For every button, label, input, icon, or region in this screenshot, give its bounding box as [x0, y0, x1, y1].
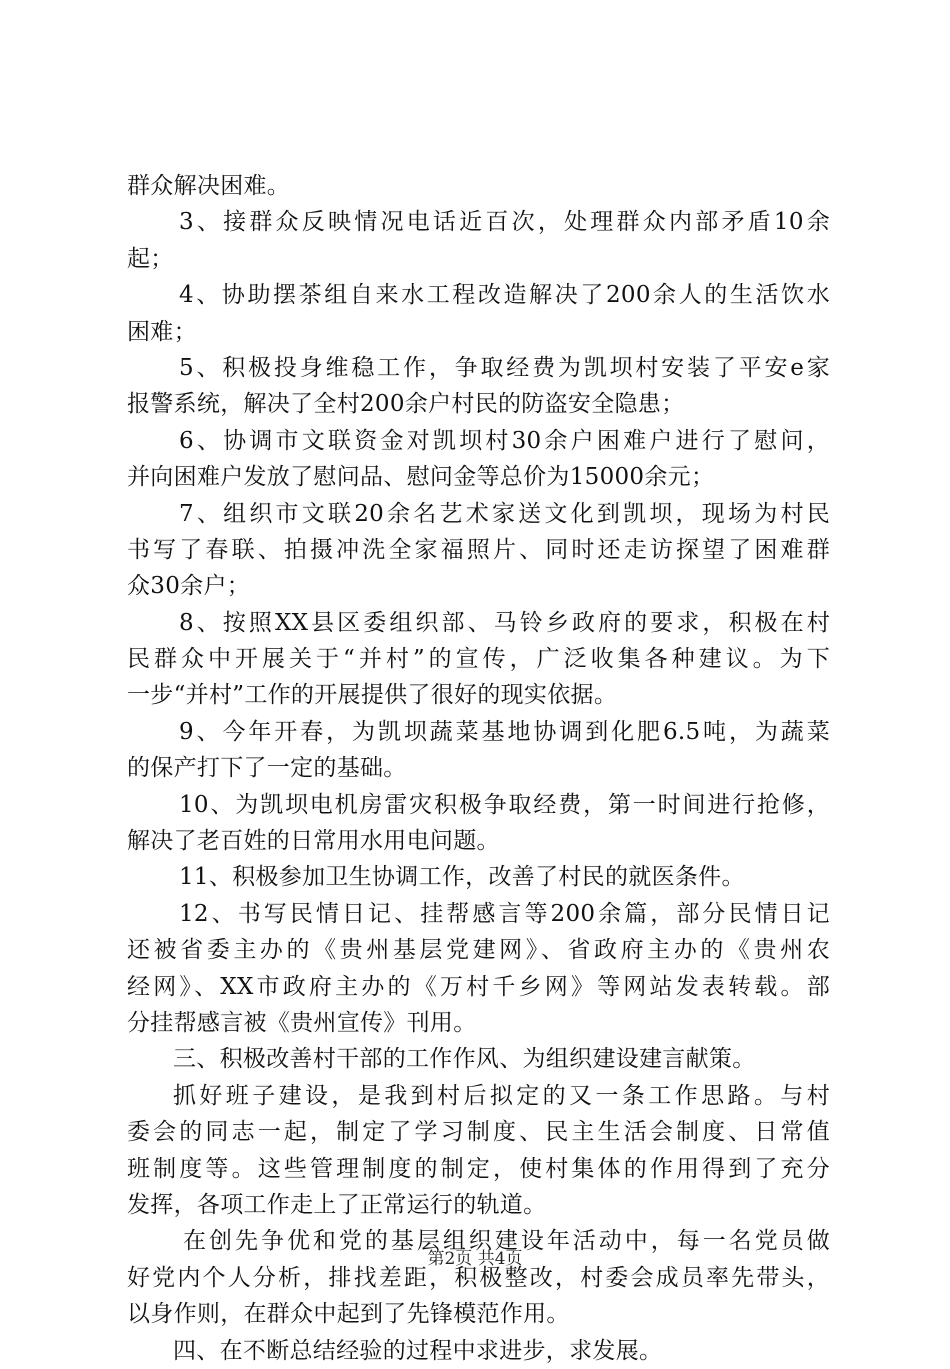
- text-line: 3、接群众反映情况电话近百次，处理群众内部矛盾10余: [179, 209, 830, 236]
- text-line: 一步“并村”工作的开展提供了很好的现实依据。: [127, 682, 618, 709]
- text-line: 众30余户；: [127, 573, 251, 600]
- text-line: 11、积极参加卫生协调工作，改善了村民的就医条件。: [179, 864, 745, 891]
- text-line: 民群众中开展关于“并村”的宣传，广泛收集各种建议。为下: [127, 646, 830, 673]
- text-line: 还被省委主办的《贵州基层党建网》、省政府主办的《贵州农: [127, 937, 830, 964]
- text-line: 5、积极投身维稳工作，争取经费为凯坝村安装了平安e家: [179, 354, 830, 381]
- text-line: 10、为凯坝电机房雷灾积极争取经费，第一时间进行抢修，: [179, 791, 830, 818]
- text-line: 班制度等。这些管理制度的制定，使村集体的作用得到了充分: [127, 1155, 830, 1182]
- text-line: 群众解决困难。: [127, 173, 291, 199]
- text-line: 以身作则，在群众中起到了先锋模范作用。: [127, 1301, 570, 1328]
- page-footer: 第2页 共4页: [427, 1249, 523, 1269]
- text-line: 9、今年开春，为凯坝蔬菜基地协调到化肥6.5吨，为蔬菜: [179, 718, 830, 745]
- text-line: 报警系统，解决了全村200余户村民的防盗安全隐患；: [127, 391, 685, 418]
- text-line: 分挂帮感言被《贵州宣传》刊用。: [127, 1009, 477, 1036]
- document-body: [127, 168, 830, 1369]
- text-line: 的保产打下了一定的基础。: [127, 755, 407, 782]
- text-line: 抓好班子建设，是我到村后拟定的又一条工作思路。与村: [173, 1082, 830, 1109]
- text-line: 4、协助摆茶组自来水工程改造解决了200余人的生活饮水: [179, 282, 830, 309]
- text-line: 解决了老百姓的日常用水用电问题。: [127, 828, 500, 855]
- text-line: 起；: [127, 245, 174, 272]
- text-line: 好党内个人分析，排找差距，积极整改，村委会成员率先带头，: [127, 1264, 830, 1291]
- text-line: 委会的同志一起，制定了学习制度、民主生活会制度、日常值: [127, 1119, 830, 1146]
- text-line: 发挥，各项工作走上了正常运行的轨道。: [127, 1191, 547, 1218]
- text-line: 8、按照XX县区委组织部、马铃乡政府的要求，积极在村: [179, 609, 830, 636]
- text-line: 在创先争优和党的基层组织建设年活动中，每一名党员做: [183, 1228, 830, 1255]
- text-line: 12、书写民情日记、挂帮感言等200余篇，部分民情日记: [179, 900, 830, 927]
- text-line: 书写了春联、拍摄冲洗全家福照片、同时还走访探望了困难群: [127, 536, 830, 563]
- text-line: 7、组织市文联20余名艺术家送文化到凯坝，现场为村民: [179, 500, 830, 527]
- text-line: 困难；: [127, 318, 197, 345]
- text-line: 并向困难户发放了慰问品、慰问金等总价为15000余元；: [127, 464, 715, 491]
- text-line: 6、协调市文联资金对凯坝村30余户困难户进行了慰问，: [179, 427, 830, 454]
- text-line: 三、积极改善村干部的工作作风、为组织建设建言献策。: [173, 1046, 756, 1073]
- text-line: 经网》、XX市政府主办的《万村千乡网》等网站发表转载。部: [127, 973, 830, 1000]
- text-line: 四、在不断总结经验的过程中求进步，求发展。: [173, 1337, 663, 1364]
